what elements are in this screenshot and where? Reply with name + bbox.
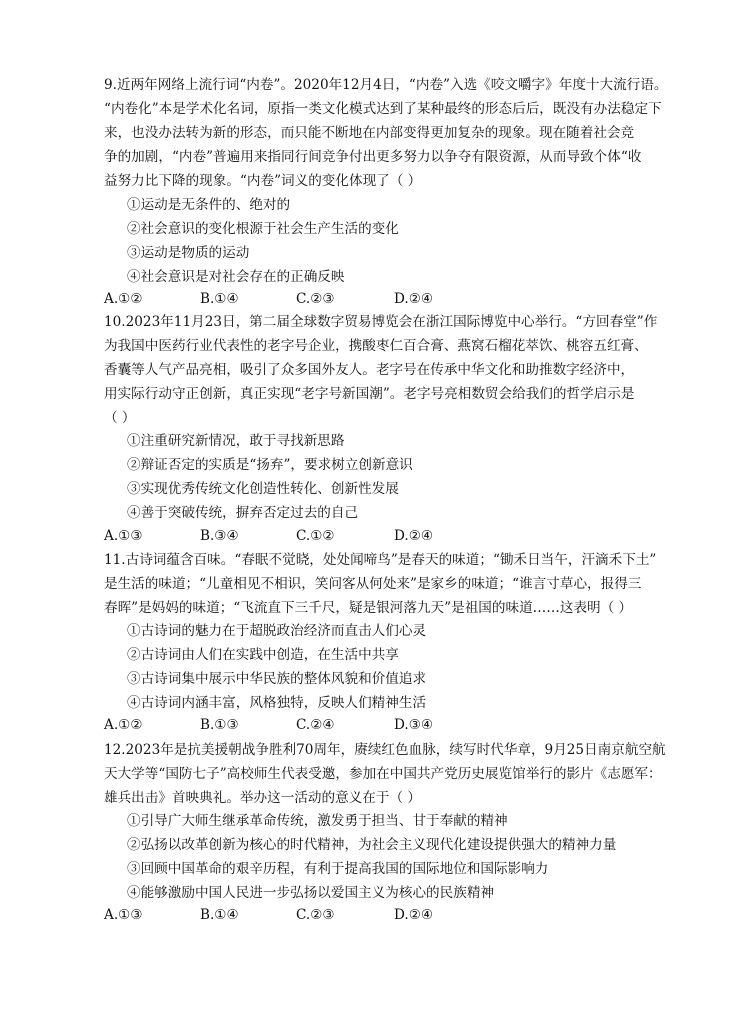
question-stem-line: 香囊等人气产品亮相，吸引了众多国外友人。老字号在传承中华文化和助推数字经济中， (104, 362, 635, 378)
statement-option: ②辩证否定的实质是“扬弃”，要求树立创新意识 (127, 457, 413, 473)
statement-option: ④善于突破传统，摒弃否定过去的自己 (127, 505, 359, 521)
answer-choice-a[interactable]: A.①③ (104, 528, 143, 544)
question-stem-line: 10.2023年11月23日，第二届全球数字贸易博览会在浙江国际博览中心举行。“方回春堂”作 (104, 314, 658, 330)
answer-choice-d[interactable]: D.②④ (394, 907, 434, 923)
question-stem-line: 春晖”是妈妈的味道；“飞流直下三千尺，疑是银河落九天”是祖国的味道……这表明（ ） (104, 600, 633, 616)
statement-option: ①运动是无条件的、绝对的 (127, 197, 291, 213)
answer-choice-c[interactable]: C.②④ (296, 717, 335, 733)
statement-option: ①古诗词的魅力在于超脱政治经济而直击人们心灵 (127, 623, 427, 639)
answer-choice-b[interactable]: B.①③ (200, 717, 239, 733)
statement-option: ④社会意识是对社会存在的正确反映 (127, 269, 345, 285)
answer-choice-a[interactable]: A.①② (104, 291, 143, 307)
answer-choice-c[interactable]: C.②③ (296, 291, 335, 307)
statement-option: ③回顾中国革命的艰辛历程，有利于提高我国的国际地位和国际影响力 (127, 861, 549, 877)
question-stem-line: 雄兵出击》首映典礼。举办这一活动的意义在于（ ） (104, 790, 421, 806)
question-stem-line: 天大学等“国防七子”高校师生代表受邀，参加在中国共产党历史展览馆举行的影片《志愿军： (104, 766, 662, 782)
statement-option: ④古诗词内涵丰富，风格独特，反映人们精神生活 (127, 695, 427, 711)
answer-choice-c[interactable]: C.①② (296, 528, 335, 544)
statement-option: ②古诗词由人们在实践中创造，在生活中共享 (127, 647, 399, 663)
answer-choice-b[interactable]: B.③④ (200, 528, 239, 544)
question-stem-line: “内卷化”本是学术化名词，原指一类文化模式达到了某种最终的形态后后，既没有办法稳定下 (104, 101, 662, 117)
statement-option: ③实现优秀传统文化创造性转化、创新性发展 (127, 481, 399, 497)
question-stem-line: 争的加剧，“内卷”普遍用来指同行间竞争付出更多努力以争夺有限资源，从而导致个体“收 (104, 149, 642, 165)
answer-choice-d[interactable]: D.②④ (394, 291, 434, 307)
question-stem-line: 11.古诗词蕴含百味。“春眠不觉晓，处处闻啼鸟”是春天的味道；“锄禾日当午，汗滴禾下土” (104, 552, 657, 568)
question-stem-line: 为我国中医药行业代表性的老字号企业，携酸枣仁百合膏、燕窝石榴花萃饮、桃容五红膏、 (104, 338, 648, 354)
question-stem-line: 益努力比下降的现象。“内卷”词义的变化体现了（ ） (104, 173, 422, 189)
question-stem-line: 12.2023年是抗美援朝战争胜利70周年，赓续红色血脉，续写时代华章，9月25日南京航空航 (104, 742, 666, 758)
answer-choice-c[interactable]: C.②③ (296, 907, 335, 923)
statement-option: ②弘扬以改革创新为核心的时代精神，为社会主义现代化建设提供强大的精神力量 (127, 837, 617, 853)
statement-option: ④能够激励中国人民进一步弘扬以爱国主义为核心的民族精神 (127, 885, 495, 901)
question-stem-line: 9.近两年网络上流行词“内卷”。2020年12月4日，“内卷”入选《咬文嚼字》年度十大流行语。 (104, 77, 668, 93)
statement-option: ②社会意识的变化根源于社会生产生活的变化 (127, 221, 399, 237)
question-stem-line: 是生活的味道；“儿童相见不相识，笑问客从何处来”是家乡的味道；“谁言寸草心，报得三 (104, 576, 642, 592)
answer-choice-a[interactable]: A.①② (104, 717, 143, 733)
answer-choice-b[interactable]: B.①④ (200, 907, 239, 923)
question-stem-line: 来，也没办法转为新的形态，而只能不断地在内部变得更加复杂的现象。现在随着社会竞 (104, 125, 635, 141)
statement-option: ③运动是物质的运动 (127, 245, 250, 261)
statement-option: ①注重研究新情况，敢于寻找新思路 (127, 433, 345, 449)
question-stem-line: 用实际行动守正创新，真正实现“老字号新国潮”。老字号亮相数贸会给我们的哲学启示是 (104, 386, 635, 402)
answer-choice-d[interactable]: D.②④ (394, 528, 434, 544)
answer-choice-d[interactable]: D.③④ (394, 717, 434, 733)
answer-choice-a[interactable]: A.①③ (104, 907, 143, 923)
statement-option: ①引导广大师生继承革命传统，激发勇于担当、甘于奉献的精神 (127, 813, 508, 829)
statement-option: ③古诗词集中展示中华民族的整体风貌和价值追求 (127, 671, 427, 687)
answer-choice-b[interactable]: B.①④ (200, 291, 239, 307)
question-stem-line: （ ） (104, 410, 136, 426)
